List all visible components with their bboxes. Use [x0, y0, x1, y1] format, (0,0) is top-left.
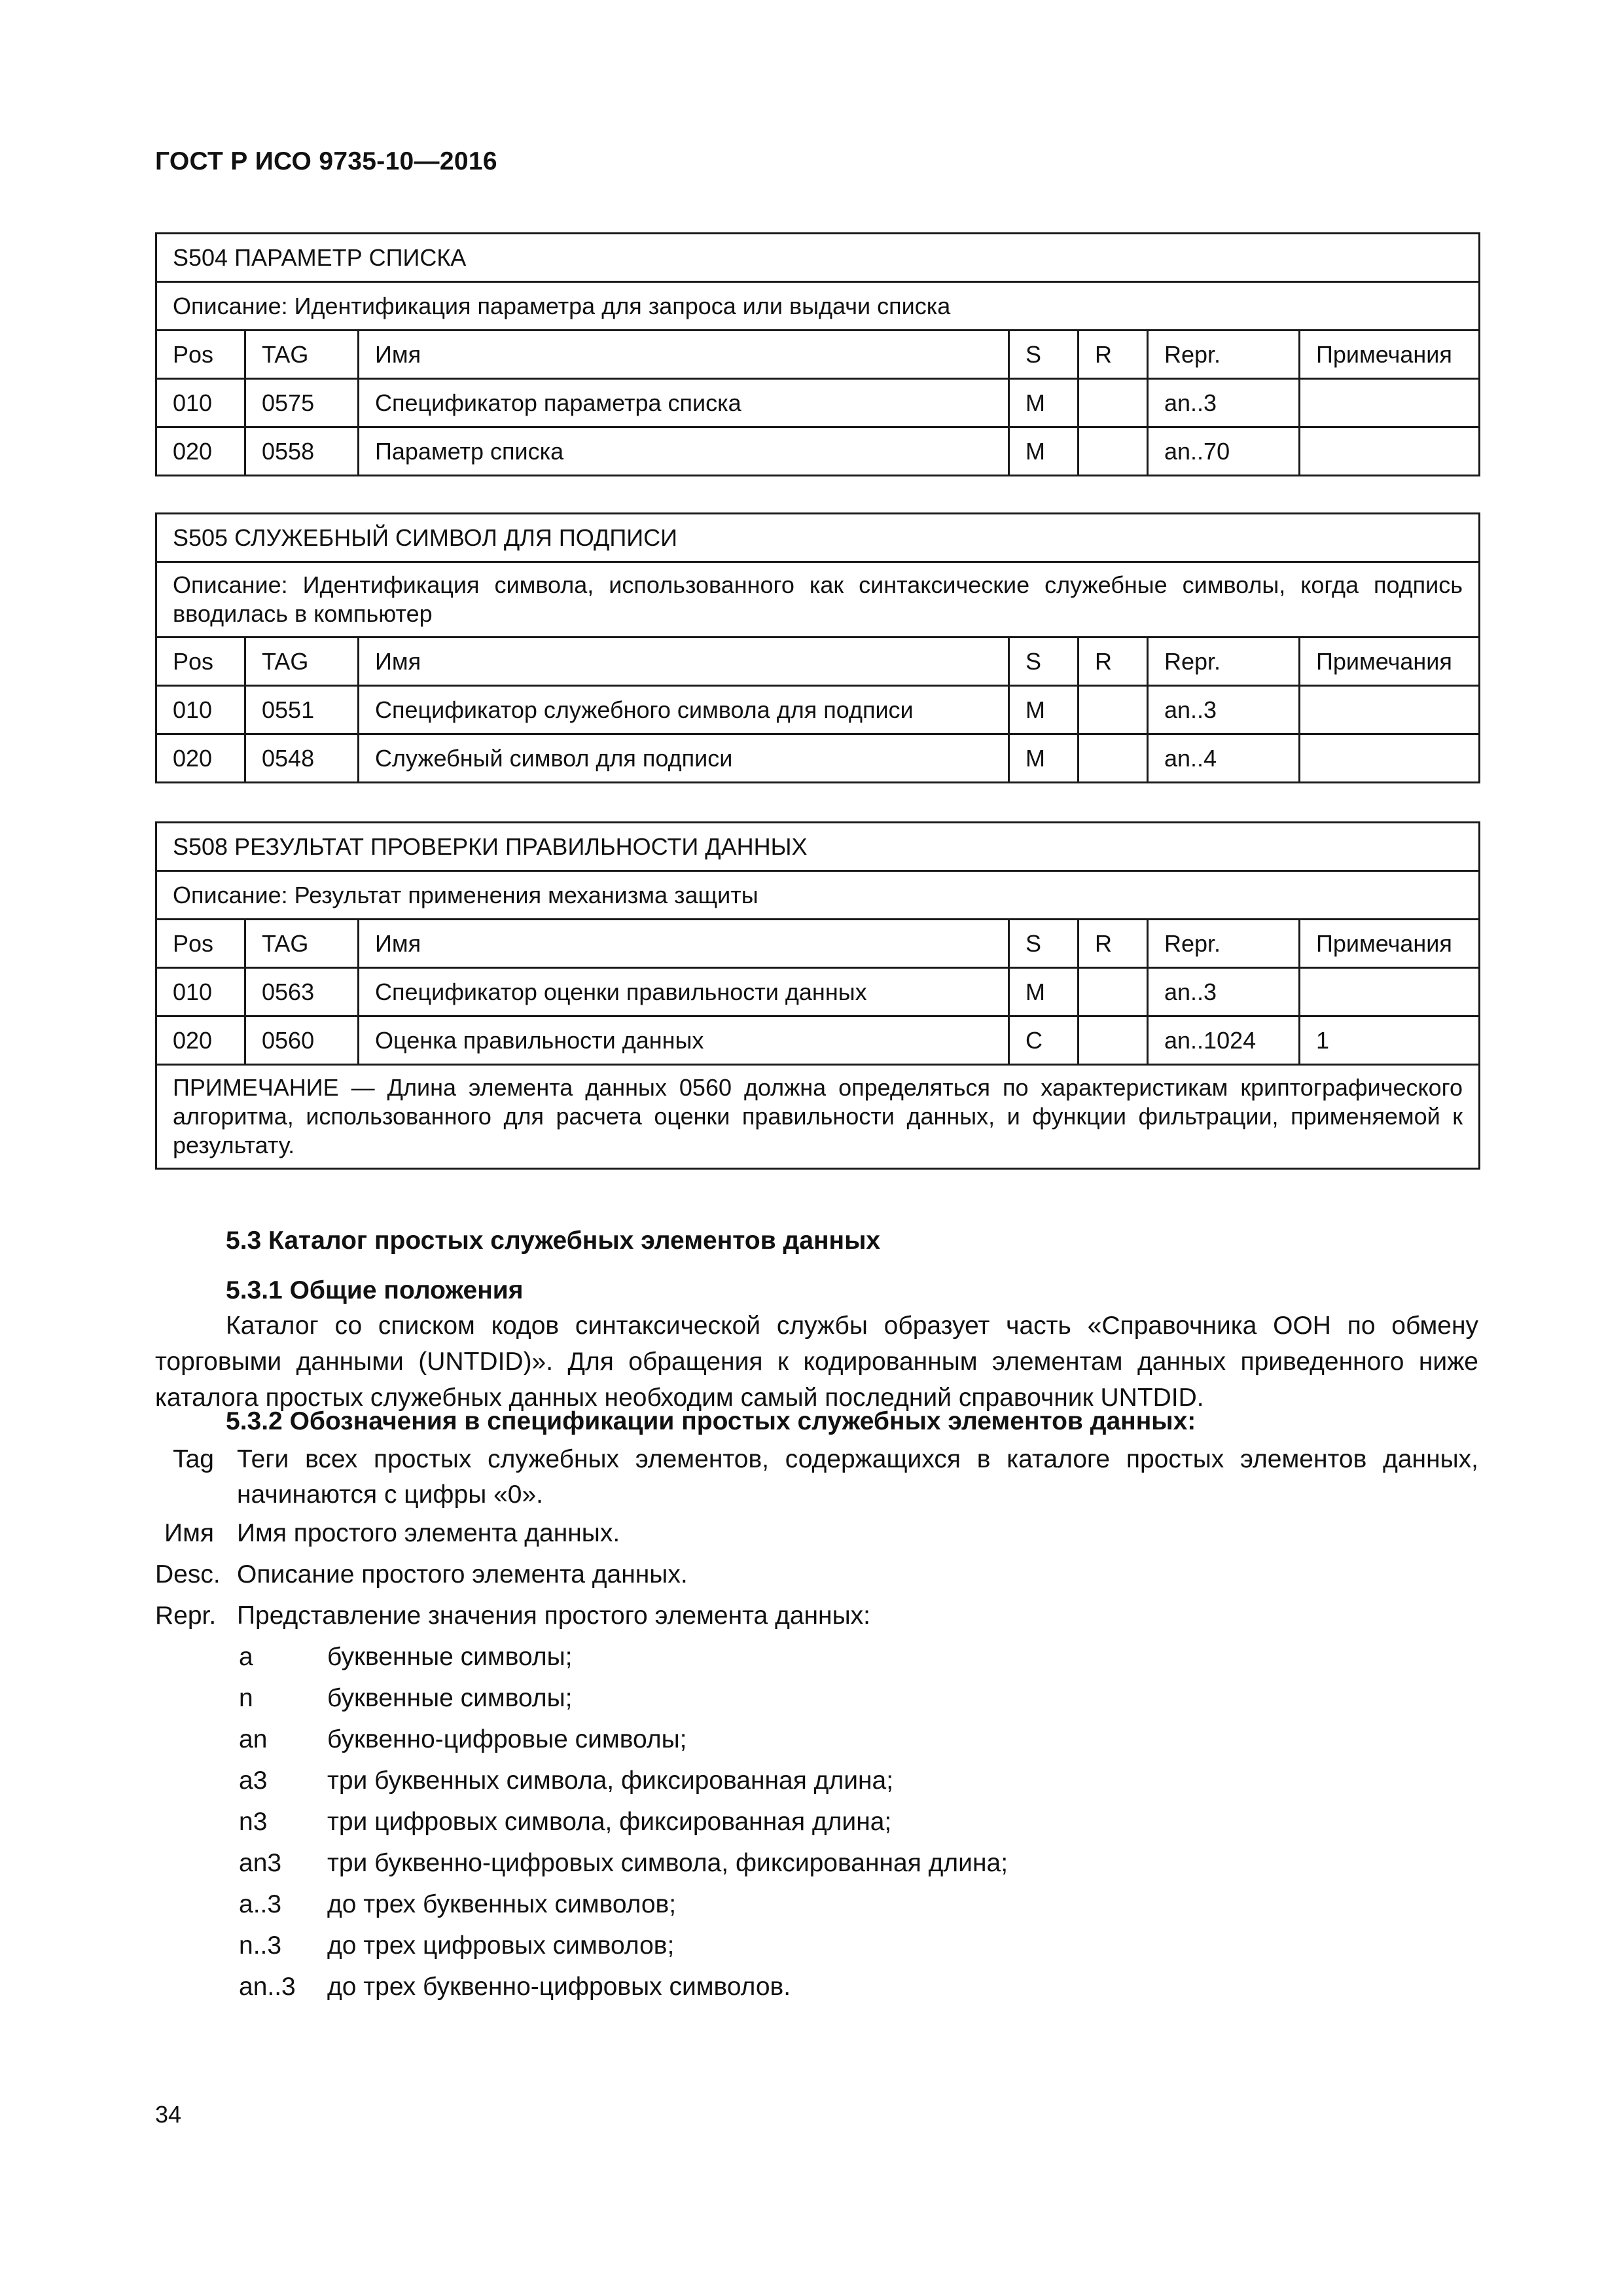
col-notes: Примечания [1300, 637, 1480, 686]
cell-s: C [1009, 1016, 1079, 1065]
subsection-title-531: 5.3.1 Общие положения [226, 1276, 524, 1304]
cell-r [1079, 686, 1148, 734]
cell-tag: 0575 [245, 379, 359, 427]
cell-r [1079, 379, 1148, 427]
repr-code: an3 [239, 1849, 282, 1877]
cell-r [1079, 968, 1148, 1016]
column-header-row [156, 637, 1480, 686]
cell-s: M [1009, 968, 1079, 1016]
definition-term: Tag [173, 1445, 214, 1473]
col-s: S [1009, 637, 1079, 686]
col-tag: TAG [245, 920, 359, 968]
col-repr: Repr. [1148, 331, 1300, 379]
cell-repr: an..4 [1148, 734, 1300, 783]
subsection-text: Каталог со списком кодов синтаксической службы образует часть «Справочника ООН по обмену торговыми данными (UNTDID)». Для обращения к кодированным элементам данных приведенного ниже каталога простых служебных данных необходим самый последний справочник UNTDID. [155, 1312, 1478, 1412]
segment-title: S504 ПАРАМЕТР СПИСКА [156, 234, 1480, 282]
definition-term: Repr. [155, 1602, 217, 1630]
definition-text: Теги всех простых служебных элементов, содержащихся в каталоге простых элементов данных, начинаются с цифры «0». [237, 1445, 1478, 1509]
cell-s: M [1009, 427, 1079, 476]
segment-title: S505 СЛУЖЕБНЫЙ СИМВОЛ ДЛЯ ПОДПИСИ [156, 514, 1480, 562]
subsection-title-532: 5.3.2 Обозначения в спецификации простых служебных элементов данных: [226, 1407, 1196, 1435]
cell-name: Параметр списка [359, 427, 1009, 476]
col-notes: Примечания [1300, 920, 1480, 968]
table-row [156, 379, 1480, 427]
cell-name: Спецификатор параметра списка [359, 379, 1009, 427]
repr-code: n3 [239, 1808, 268, 1836]
cell-r [1079, 734, 1148, 783]
segment-description: Описание: Результат применения механизма защиты [156, 871, 1480, 920]
repr-code: an [239, 1725, 268, 1753]
col-tag: TAG [245, 331, 359, 379]
segment-table-s505 [155, 512, 1480, 783]
repr-code-desc: до трех буквенно-цифровых символов. [327, 1973, 791, 2001]
cell-tag: 0551 [245, 686, 359, 734]
repr-code: an..3 [239, 1973, 296, 2001]
repr-code-desc: три буквенно-цифровых символа, фиксированная длина; [327, 1849, 1008, 1877]
cell-s: M [1009, 379, 1079, 427]
repr-code: n..3 [239, 1931, 282, 1960]
segment-description: Описание: Идентификация символа, использованного как синтаксические служебные символы, когда подпись вводилась в компьютер [156, 562, 1480, 637]
repr-code: a3 [239, 1767, 268, 1795]
segment-table-s508 [155, 821, 1480, 1170]
segment-description: Описание: Идентификация параметра для запроса или выдачи списка [156, 282, 1480, 331]
definition-text: Имя простого элемента данных. [237, 1519, 620, 1547]
cell-repr: an..3 [1148, 968, 1300, 1016]
col-s: S [1009, 331, 1079, 379]
col-name: Имя [359, 637, 1009, 686]
repr-code: a [239, 1643, 253, 1671]
cell-repr: an..3 [1148, 686, 1300, 734]
column-header-row [156, 920, 1480, 968]
col-name: Имя [359, 920, 1009, 968]
repr-code-desc: до трех буквенных символов; [327, 1890, 677, 1918]
definition-text: Описание простого элемента данных. [237, 1560, 688, 1588]
definition-text: Представление значения простого элемента данных: [237, 1602, 870, 1630]
table-row [156, 1016, 1480, 1065]
cell-pos: 010 [156, 968, 245, 1016]
cell-s: M [1009, 734, 1079, 783]
repr-code-desc: буквенные символы; [327, 1684, 573, 1712]
cell-notes [1300, 427, 1480, 476]
col-r: R [1079, 920, 1148, 968]
cell-tag: 0558 [245, 427, 359, 476]
document-header: ГОСТ Р ИСО 9735-10—2016 [155, 147, 497, 175]
col-pos: Pos [156, 637, 245, 686]
cell-notes: 1 [1300, 1016, 1480, 1065]
cell-tag: 0548 [245, 734, 359, 783]
cell-r [1079, 427, 1148, 476]
col-pos: Pos [156, 331, 245, 379]
cell-pos: 010 [156, 379, 245, 427]
column-header-row [156, 331, 1480, 379]
repr-code-desc: буквенные символы; [327, 1643, 573, 1671]
cell-s: M [1009, 686, 1079, 734]
table-note: ПРИМЕЧАНИЕ — Длина элемента данных 0560 должна определяться по характеристикам криптографического алгоритма, использованного для расчета оценки правильности данных, и функции фильтрации, применяемой к результату. [156, 1065, 1480, 1169]
cell-pos: 020 [156, 1016, 245, 1065]
cell-repr: an..3 [1148, 379, 1300, 427]
cell-name: Оценка правильности данных [359, 1016, 1009, 1065]
cell-notes [1300, 379, 1480, 427]
cell-name: Служебный символ для подписи [359, 734, 1009, 783]
cell-tag: 0560 [245, 1016, 359, 1065]
section-title: 5.3 Каталог простых служебных элементов данных [226, 1227, 881, 1255]
cell-pos: 020 [156, 427, 245, 476]
col-pos: Pos [156, 920, 245, 968]
cell-notes [1300, 686, 1480, 734]
col-r: R [1079, 637, 1148, 686]
col-tag: TAG [245, 637, 359, 686]
cell-name: Спецификатор служебного символа для подписи [359, 686, 1009, 734]
definition-term: Имя [164, 1519, 214, 1547]
col-repr: Repr. [1148, 637, 1300, 686]
col-name: Имя [359, 331, 1009, 379]
table-row [156, 427, 1480, 476]
cell-pos: 020 [156, 734, 245, 783]
subsection-paragraph [155, 1308, 1478, 1416]
cell-repr: an..70 [1148, 427, 1300, 476]
cell-notes [1300, 734, 1480, 783]
cell-name: Спецификатор оценки правильности данных [359, 968, 1009, 1016]
table-row [156, 686, 1480, 734]
col-r: R [1079, 331, 1148, 379]
cell-notes [1300, 968, 1480, 1016]
page-number: 34 [155, 2101, 182, 2128]
segment-table-s504 [155, 232, 1480, 476]
definition-term: Desc. [155, 1560, 221, 1588]
cell-repr: an..1024 [1148, 1016, 1300, 1065]
repr-code-desc: три буквенных символа, фиксированная длина; [327, 1767, 894, 1795]
repr-code: a..3 [239, 1890, 282, 1918]
repr-code: n [239, 1684, 253, 1712]
col-repr: Repr. [1148, 920, 1300, 968]
table-row [156, 734, 1480, 783]
cell-tag: 0563 [245, 968, 359, 1016]
table-row [156, 968, 1480, 1016]
cell-r [1079, 1016, 1148, 1065]
cell-pos: 010 [156, 686, 245, 734]
segment-title: S508 РЕЗУЛЬТАТ ПРОВЕРКИ ПРАВИЛЬНОСТИ ДАННЫХ [156, 823, 1480, 871]
repr-code-desc: до трех цифровых символов; [327, 1931, 675, 1960]
repr-code-desc: три цифровых символа, фиксированная длина; [327, 1808, 892, 1836]
col-notes: Примечания [1300, 331, 1480, 379]
repr-code-desc: буквенно-цифровые символы; [327, 1725, 687, 1753]
col-s: S [1009, 920, 1079, 968]
